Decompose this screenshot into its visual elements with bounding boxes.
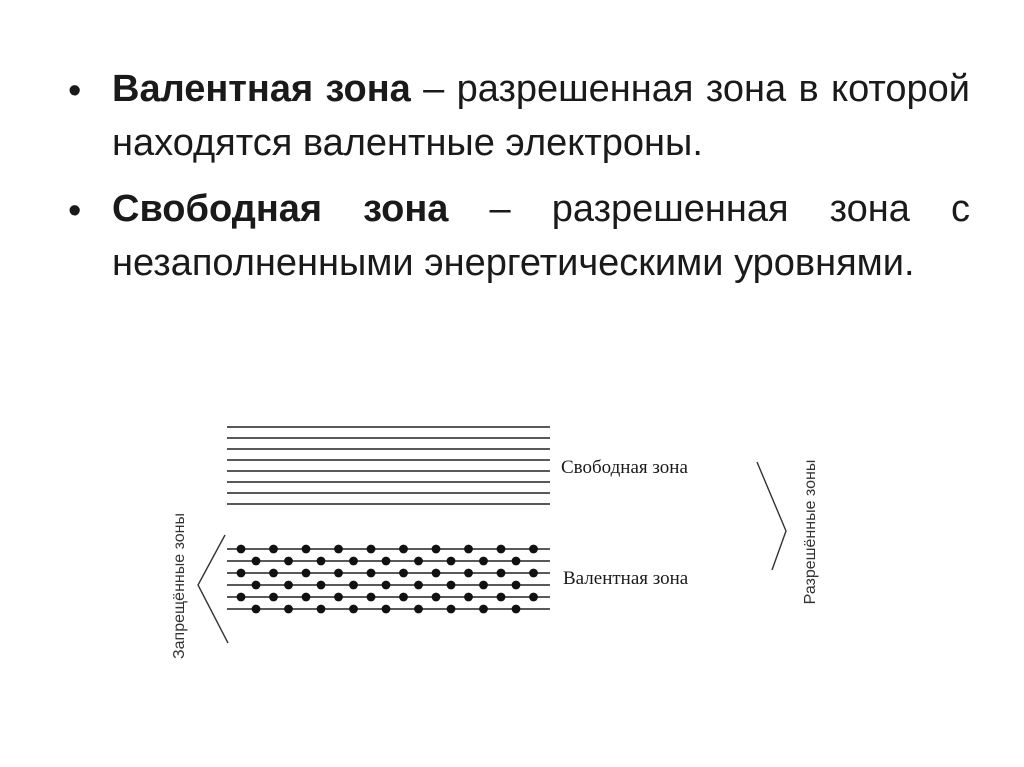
electron-dot: [252, 557, 261, 566]
electron-dot: [237, 593, 246, 602]
electron-dot: [302, 545, 311, 554]
electron-dot: [334, 545, 343, 554]
electron-dot: [529, 593, 538, 602]
electron-dot: [464, 569, 473, 578]
electron-dot: [349, 557, 358, 566]
bullet-term: Свободная зона: [112, 188, 449, 230]
electron-dot: [479, 605, 488, 614]
electron-dot: [399, 593, 408, 602]
forbidden-zones-label: Запрещённые зоны: [171, 513, 188, 659]
electron-dot: [464, 545, 473, 554]
electron-dot: [414, 605, 423, 614]
electron-dot: [302, 593, 311, 602]
electron-dot: [399, 569, 408, 578]
electron-dot: [414, 581, 423, 590]
electron-dot: [447, 605, 456, 614]
electron-dot: [237, 545, 246, 554]
electron-dot: [252, 605, 261, 614]
electron-dot: [367, 569, 376, 578]
forbidden-zones-bracket: [198, 535, 228, 643]
electron-dot: [284, 605, 293, 614]
electron-dot: [269, 545, 278, 554]
electron-dot: [512, 581, 521, 590]
electron-dot: [399, 545, 408, 554]
valence-band-label: Валентная зона: [563, 568, 689, 589]
electron-dot: [284, 557, 293, 566]
electron-dot: [464, 593, 473, 602]
allowed-zones-bracket: [757, 462, 786, 570]
electron-dot: [302, 569, 311, 578]
electron-dot: [479, 557, 488, 566]
free-band-levels: [227, 427, 550, 504]
allowed-zones-label: Разрешённые зоны: [802, 459, 819, 605]
electron-dot: [284, 581, 293, 590]
electron-dot: [447, 557, 456, 566]
electron-dot: [497, 569, 506, 578]
bullet-definition: – разрешенная зона с незаполненными энергетическими уровнями.: [112, 188, 971, 284]
electron-dot: [432, 545, 441, 554]
electron-dot: [512, 605, 521, 614]
electron-dot: [269, 569, 278, 578]
bullet-definition: – разрешенная зона в которой находятся валентные электроны.: [112, 68, 970, 164]
electron-dot: [382, 557, 391, 566]
electron-dot: [252, 581, 261, 590]
bullet-dot: •: [68, 70, 82, 112]
electron-dot: [317, 605, 326, 614]
electron-dot: [414, 557, 423, 566]
electron-dot: [334, 569, 343, 578]
electron-dot: [432, 569, 441, 578]
electron-dot: [334, 593, 343, 602]
electron-dot: [349, 581, 358, 590]
electron-dot: [367, 545, 376, 554]
electron-dot: [479, 581, 488, 590]
valence-band-electrons: [237, 545, 538, 614]
electron-dot: [269, 593, 278, 602]
electron-dot: [317, 581, 326, 590]
electron-dot: [497, 545, 506, 554]
electron-dot: [382, 605, 391, 614]
electron-dot: [367, 593, 376, 602]
electron-dot: [317, 557, 326, 566]
free-band-label: Свободная зона: [561, 457, 688, 478]
electron-dot: [447, 581, 456, 590]
electron-dot: [382, 581, 391, 590]
electron-dot: [237, 569, 246, 578]
electron-dot: [529, 545, 538, 554]
electron-dot: [529, 569, 538, 578]
electron-dot: [432, 593, 441, 602]
electron-dot: [497, 593, 506, 602]
electron-dot: [349, 605, 358, 614]
bullet-dot: •: [68, 190, 82, 232]
bullet-term: Валентная зона: [112, 68, 411, 110]
electron-dot: [512, 557, 521, 566]
